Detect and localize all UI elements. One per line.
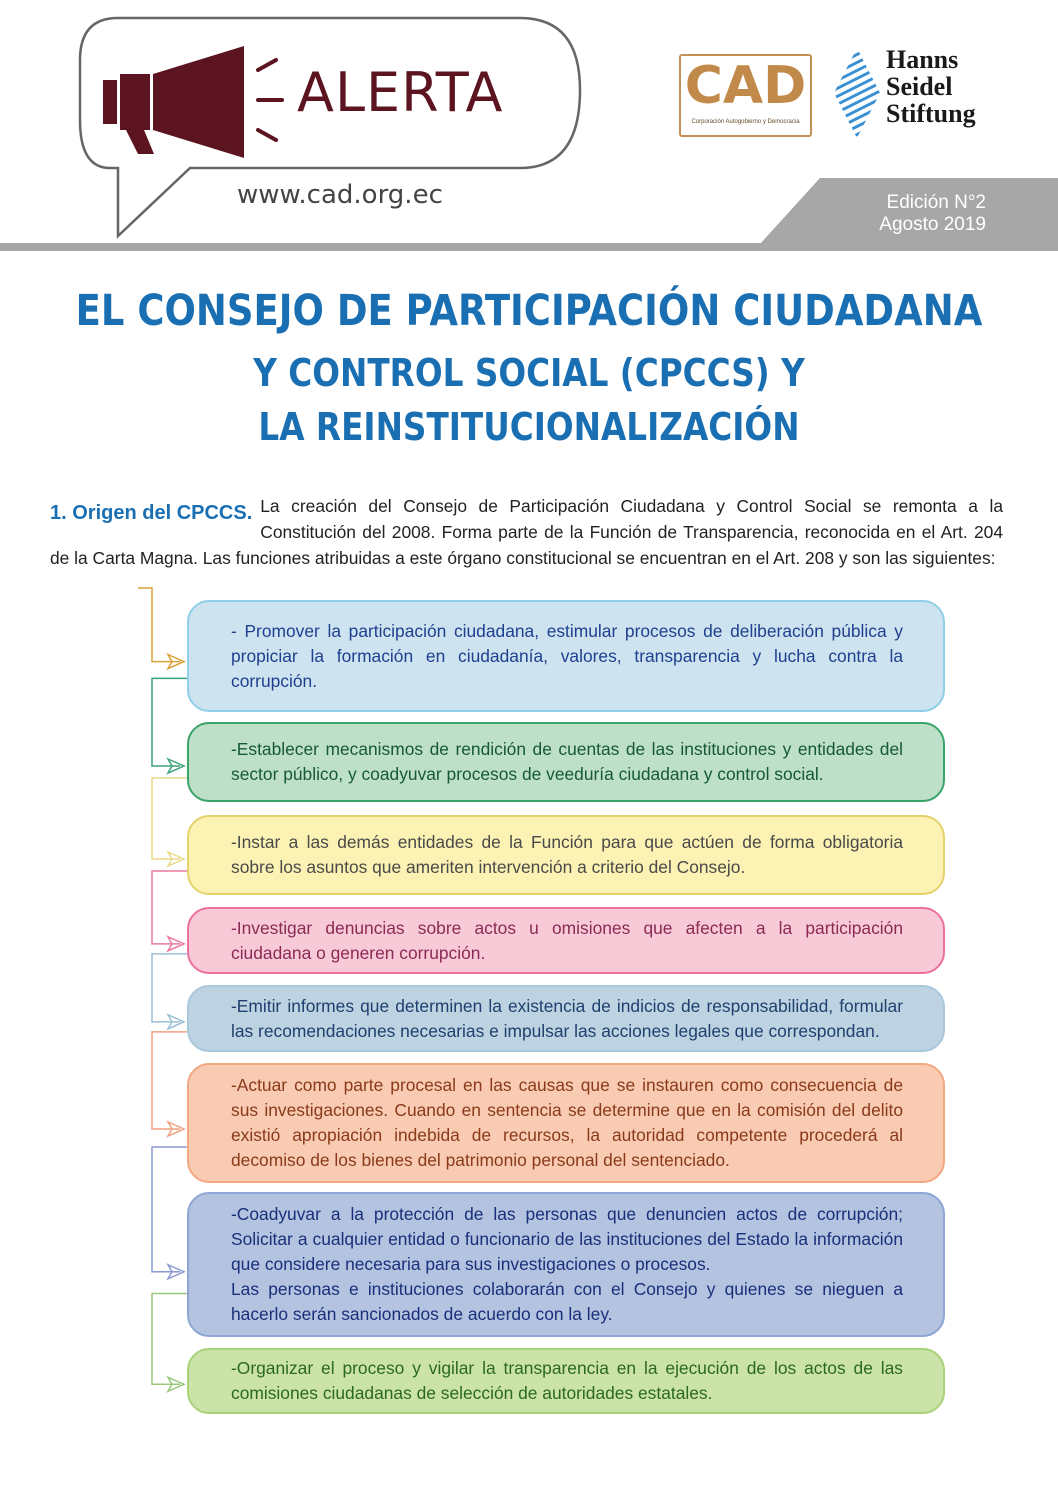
page-title-line-2: Y CONTROL SOCIAL (CPCCS) Y (253, 351, 805, 395)
function-text-1: - Promover la participación ciudadana, estimular procesos de deliberación pública y propiciar la formación en ciudadanía, valores, transparencia y lucha contra la corrupción. (231, 620, 903, 691)
alerta-heading: ALERTA (297, 61, 504, 124)
connector-arrow-icon (168, 852, 184, 866)
function-text-5: -Emitir informes que determinen la existencia de indicios de responsabilidad, formular las recomendaciones necesarias e impulsar las acciones legales que correspondan. (231, 995, 903, 1041)
edition-number: Edición N°2 (886, 192, 986, 213)
section-heading: 1. Origen del CPCCS. (50, 502, 253, 524)
hss-logo-text (886, 46, 976, 127)
website-link[interactable]: www.cad.org.ec (237, 180, 443, 210)
connector-arrow-icon (168, 1265, 184, 1279)
hss-line-2: Seidel (886, 72, 953, 101)
cad-logo-subtitle: Corporación Autogobierno y Democracia (691, 119, 800, 125)
hss-line-3: Stiftung (886, 99, 976, 128)
function-text-3: -Instar a las demás entidades de la Función para que actúen de forma obligatoria sobre los asuntos que ameriten intervención a criterio del Consejo. (231, 832, 903, 877)
cad-logo-text: CAD (684, 56, 807, 116)
connector-arrow-icon (168, 1015, 184, 1029)
function-text-2: -Establecer mecanismos de rendición de cuentas de las instituciones y entidades del sector público, y coadyuvar procesos de veeduría ciudadana y control social. (231, 739, 903, 784)
function-box-6 (187, 1063, 945, 1183)
connector-arrow-icon (168, 655, 184, 669)
connector-line-3 (152, 778, 187, 859)
connector-line-2 (152, 678, 187, 766)
cad-logo (679, 54, 812, 137)
hss-line-1: Hanns (886, 45, 959, 74)
function-box-7 (187, 1192, 945, 1337)
connector-line-6 (152, 1032, 187, 1129)
intro-paragraph (50, 493, 1003, 571)
edition-info (830, 192, 986, 236)
function-box-3 (187, 815, 945, 895)
page-title-line-3: LA REINSTITUCIONALIZACIÓN (258, 405, 800, 449)
function-text-4: -Investigar denuncias sobre actos u omisiones que afecten a la participación ciudadana o generen corrupción. (231, 917, 903, 963)
function-box-2 (187, 722, 945, 802)
connector-line-8 (152, 1294, 187, 1385)
speech-bubble-frame (0, 0, 620, 250)
intro-text: La creación del Consejo de Participación Ciudadana y Control Social se remonta a la Constitución del 2008. Forma parte de la Función de Transparencia, reconocida en el Art. 204 de la Carta Magna. Las funciones atribuidas a este órgano constitucional se encuentran en el Art. 208 y son las siguientes: (50, 496, 1003, 568)
function-box-5 (187, 985, 945, 1052)
connector-line-7 (152, 1147, 187, 1272)
connector-arrow-icon (168, 1377, 184, 1391)
function-text-8: -Organizar el proceso y vigilar la transparencia en la ejecución de los actos de las comisiones ciudadanas de selección de autoridades estatales. (231, 1358, 903, 1403)
function-text-6: -Actuar como parte procesal en las causas que se instauren como consecuencia de sus investigaciones. Cuando en sentencia se determine que en la comisión del delito existió apropiación indebida de recursos, la autoridad competente procederá al decomiso de los bienes del patrimonio personal del sentenciado. (231, 1075, 903, 1170)
function-box-8 (187, 1348, 945, 1414)
connector-line-5 (152, 954, 187, 1022)
function-text-7: -Coadyuvar a la protección de las personas que denuncien actos de corrupción; Solicitar a cualquier entidad o funcionario de las instituciones del Estado la información que considere necesaria para sus investigaciones o procesos. Las personas e instituciones colaborarán con el Consejo y quienes se nieguen a hacerlo serán sancionados de acuerdo con la ley. (231, 1204, 903, 1324)
header-divider (0, 243, 1058, 251)
page-title-line-1: EL CONSEJO DE PARTICIPACIÓN CIUDADANA (75, 286, 983, 336)
hss-diamond-logo-icon (834, 48, 880, 138)
connector-line-4 (152, 871, 187, 944)
edition-date: Agosto 2019 (879, 214, 986, 235)
connector-line-1 (138, 588, 180, 662)
megaphone-icon (98, 42, 288, 160)
function-box-1 (187, 600, 945, 712)
function-box-4 (187, 907, 945, 974)
connector-arrow-icon (168, 937, 184, 951)
connector-arrow-icon (168, 1122, 184, 1136)
connector-arrow-icon (168, 759, 184, 773)
